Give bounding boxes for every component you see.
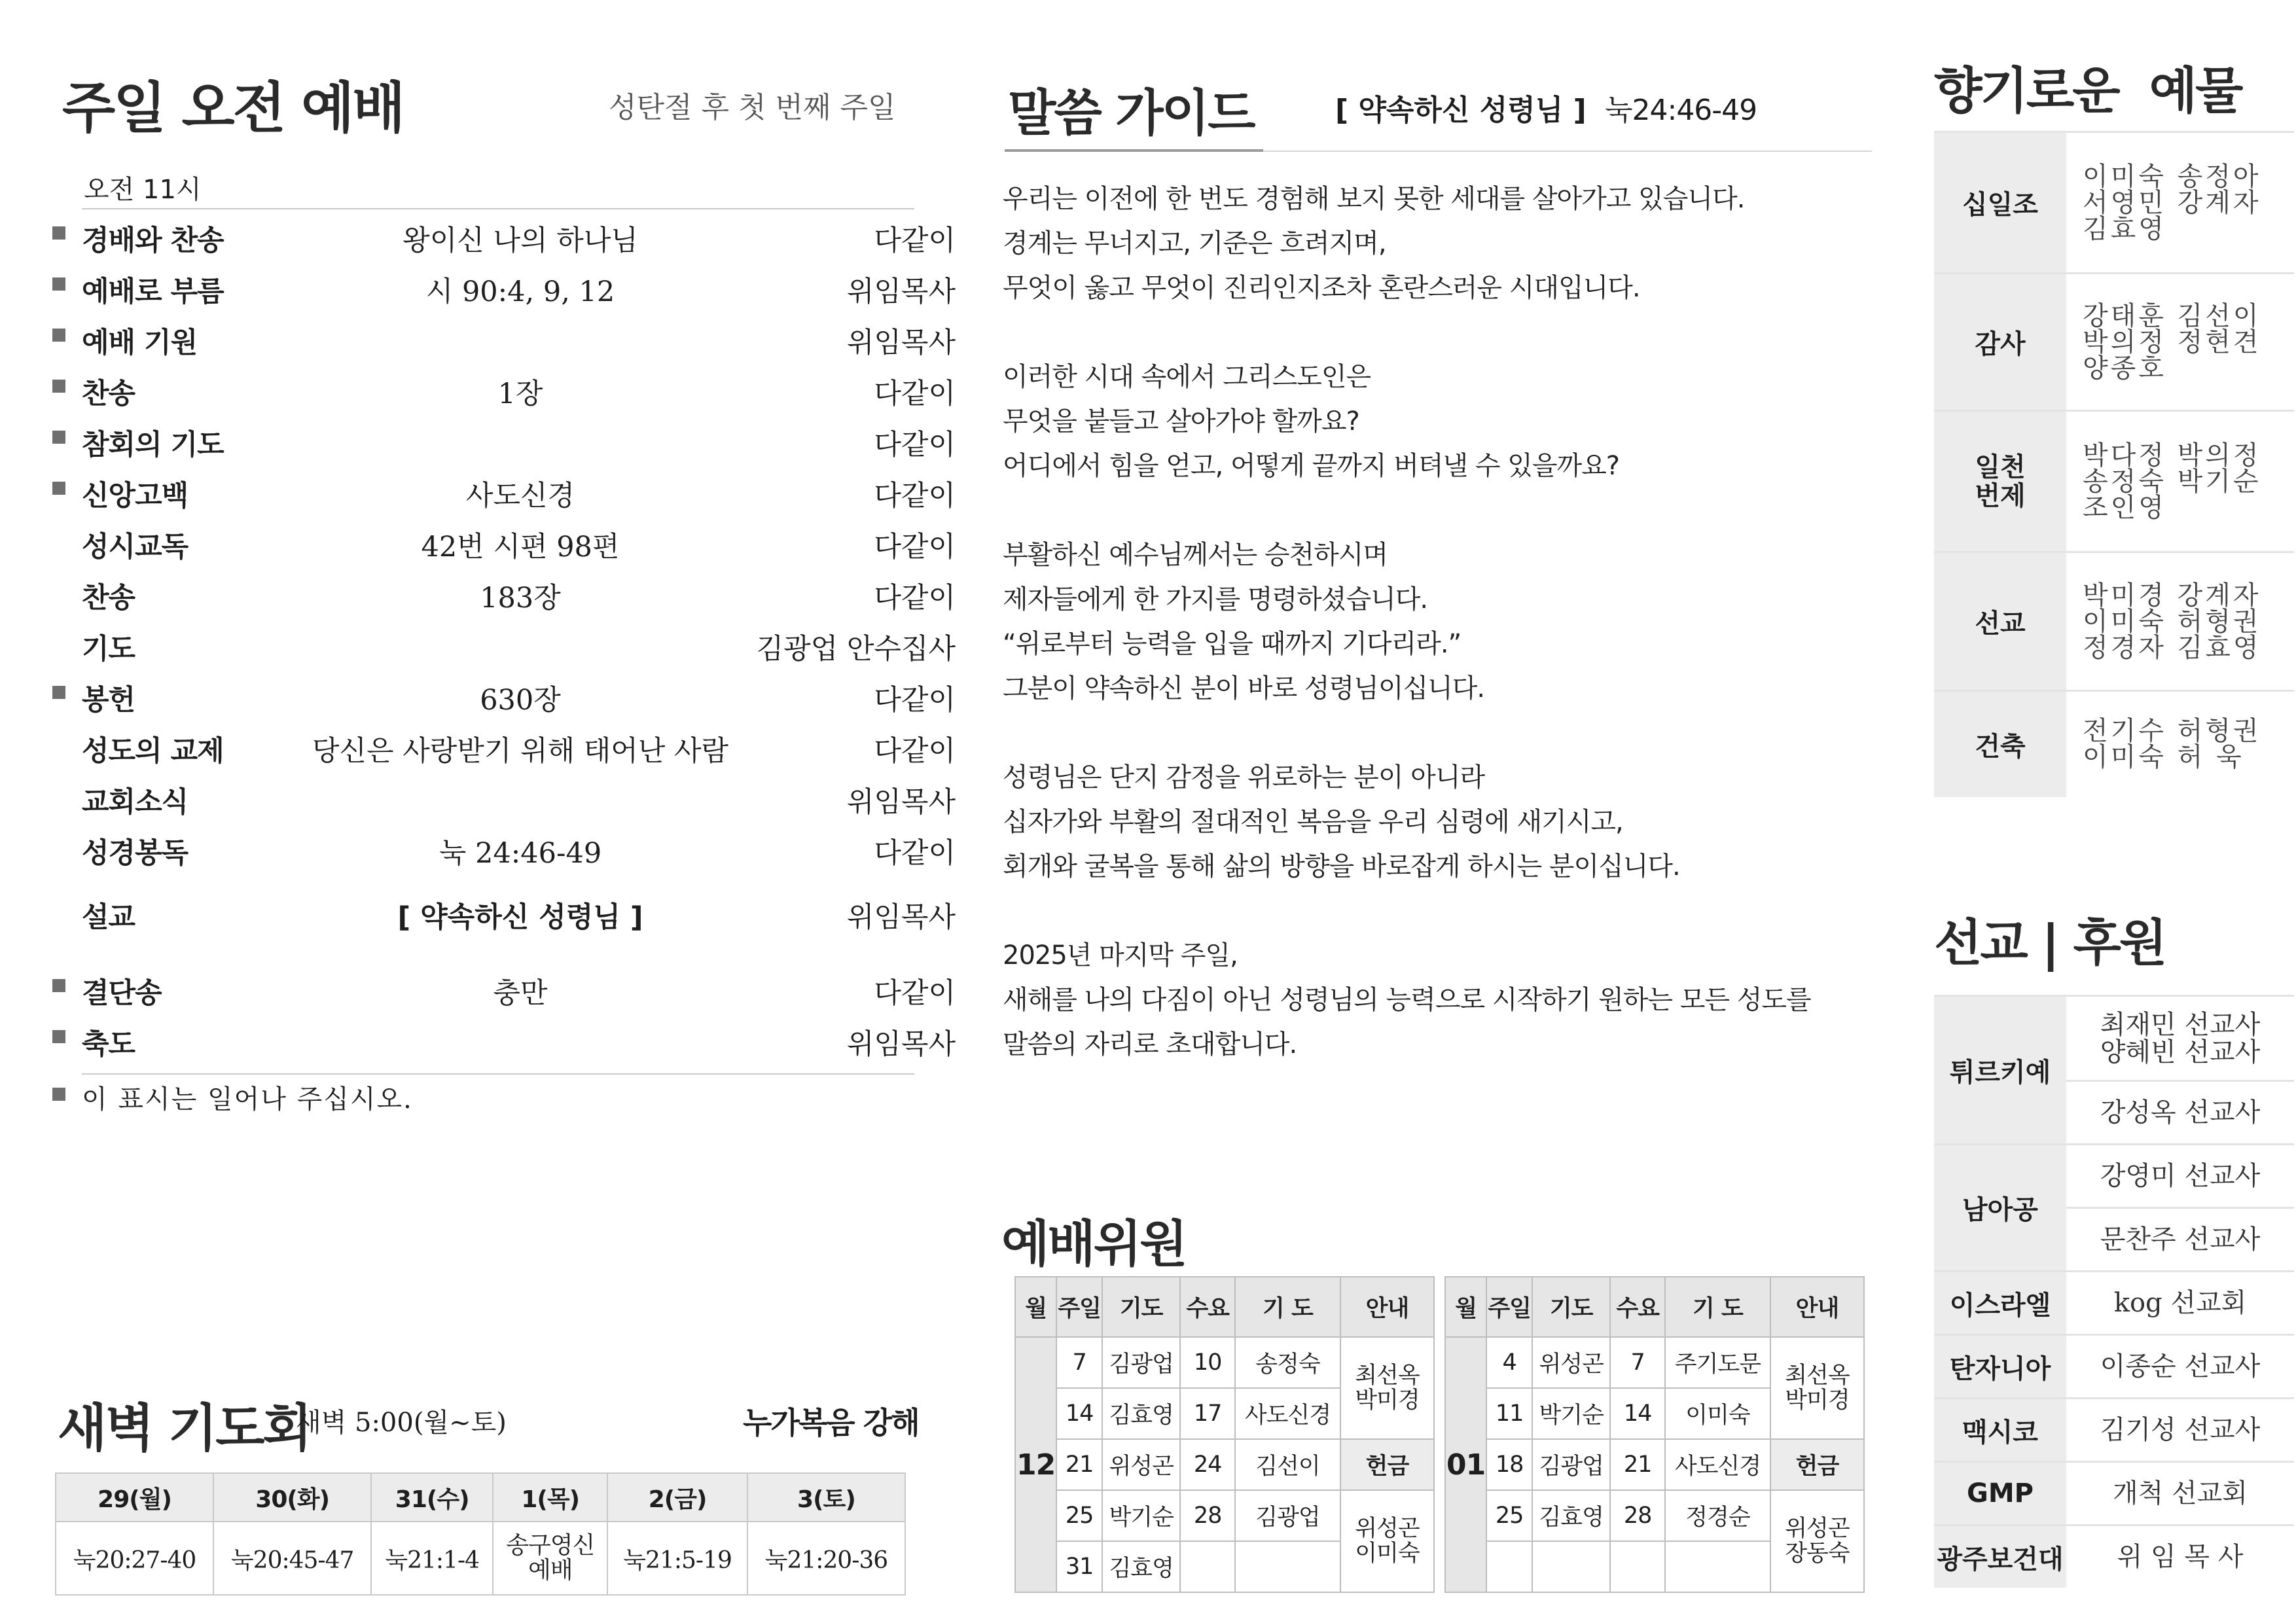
- dawn-day: 2(금): [607, 1473, 747, 1522]
- staff-offering-label: 헌금: [1770, 1439, 1864, 1490]
- mission-country: GMP: [1934, 1462, 2066, 1525]
- staff-wednesday: 24: [1180, 1439, 1235, 1490]
- dawn-day: 1(목): [493, 1473, 607, 1522]
- order-row-prayer: 기도 김광업 안수집사: [82, 633, 956, 666]
- guide-paragraph-line: 무엇을 붙들고 살아가야 할까요?: [1003, 406, 1359, 437]
- staff-sunday: 21: [1056, 1439, 1102, 1490]
- order-row-commitment-song: 결단송 충만 다같이: [52, 962, 956, 1013]
- mission-country: 튀르키예: [1934, 996, 2066, 1145]
- dawn-schedule-table: [55, 1472, 906, 1596]
- guide-title: 말씀 가이드: [1008, 84, 1254, 142]
- staff-wed-prayer: 김선이: [1235, 1439, 1340, 1490]
- guide-paragraph-line: 부활하신 예수님께서는 승천하시며: [1003, 540, 1388, 570]
- guide-paragraph-line: 2025년 마지막 주일,: [1003, 940, 1238, 971]
- staff-sunday: [1486, 1541, 1532, 1592]
- stand-marker: [52, 979, 65, 992]
- stand-marker: [52, 482, 65, 495]
- stand-marker: [52, 226, 65, 240]
- order-row-hymn-2: 찬송 183장 다같이: [82, 582, 956, 615]
- worship-time: 오전 11시: [84, 175, 202, 205]
- guide-paragraph-line: 우리는 이전에 한 번도 경험해 보지 못한 세대를 살아가고 있습니다.: [1003, 184, 1745, 214]
- stand-marker: [52, 686, 65, 699]
- offering-category: 건축: [1934, 691, 2066, 797]
- offering-title: 향기로운 예물: [1934, 62, 2242, 120]
- staff-sunday: 18: [1486, 1439, 1532, 1490]
- staff-wednesday: 28: [1610, 1490, 1665, 1541]
- order-row-scripture: 성경봉독 눅 24:46-49 다같이: [82, 837, 956, 870]
- stand-marker: [52, 431, 65, 444]
- staff-header: 수요: [1180, 1277, 1235, 1337]
- worship-order: [52, 209, 956, 1073]
- staff-offering-team: 위성곤 장동숙: [1770, 1490, 1864, 1592]
- stand-marker: [52, 277, 65, 291]
- staff-sunday: 14: [1056, 1388, 1102, 1439]
- staff-guide: 최선옥 박미경: [1770, 1337, 1864, 1439]
- staff-wed-prayer: 송정숙: [1235, 1337, 1340, 1388]
- order-row-invocation: 예배 기원 위임목사: [52, 312, 956, 363]
- staff-guide: 최선옥 박미경: [1340, 1337, 1434, 1439]
- staff-table-december: [1014, 1276, 1435, 1593]
- staff-header: 기도: [1532, 1277, 1610, 1337]
- offering-category: 일천 번제: [1934, 411, 2066, 552]
- staff-prayer: 김효영: [1532, 1490, 1610, 1541]
- guide-paragraph-line: 회개와 굴복을 통해 삶의 방향을 바로잡게 하시는 분이십니다.: [1003, 851, 1680, 882]
- guide-paragraph-line: 말씀의 자리로 초대합니다.: [1003, 1029, 1297, 1060]
- worship-title: 주일 오전 예배: [62, 76, 404, 140]
- order-row-announcements: 교회소식 위임목사: [82, 786, 956, 819]
- staff-table-january: [1444, 1276, 1865, 1593]
- staff-offering-team: 위성곤 이미숙: [1340, 1490, 1434, 1592]
- staff-prayer: [1532, 1541, 1610, 1592]
- guide-paragraph-line: 그분이 약속하신 분이 바로 성령님이십니다.: [1003, 673, 1485, 704]
- dawn-day: 31(수): [371, 1473, 493, 1522]
- staff-wed-prayer: 정경순: [1665, 1490, 1770, 1541]
- mission-title: 선교 | 후원: [1934, 914, 2166, 972]
- worship-subtitle: 성탄절 후 첫 번째 주일: [609, 91, 896, 124]
- mission-country: 맥시코: [1934, 1399, 2066, 1462]
- staff-wednesday: [1610, 1541, 1665, 1592]
- staff-header: 월: [1015, 1277, 1056, 1337]
- mission-entry: 이종순 선교사: [2066, 1335, 2294, 1399]
- offering-names: 강태훈 김선이 박의정 정현견 양종호: [2066, 274, 2294, 411]
- staff-wed-prayer: [1235, 1541, 1340, 1592]
- offering-names: 박미경 강계자 이미숙 허형권 정경자 김효영: [2066, 552, 2294, 691]
- guide-paragraph-line: 이러한 시대 속에서 그리스도인은: [1003, 362, 1371, 392]
- staff-prayer: 위성곤: [1532, 1337, 1610, 1388]
- staff-prayer: 박기순: [1532, 1388, 1610, 1439]
- staff-wednesday: 14: [1610, 1388, 1665, 1439]
- mission-country: 이스라엘: [1934, 1272, 2066, 1335]
- dawn-title: 새벽 기도회: [58, 1399, 310, 1458]
- stand-marker: [52, 380, 65, 393]
- divider: [82, 1073, 914, 1075]
- dawn-reading: 송구영신 예배: [493, 1522, 607, 1595]
- dawn-reading: 눅21:5-19: [607, 1522, 747, 1595]
- mission-table: [1934, 995, 2294, 1588]
- guide-paragraph-line: 성령님은 단지 감정을 위로하는 분이 아니라: [1003, 762, 1485, 793]
- dawn-day: 3(토): [747, 1473, 905, 1522]
- stand-note: 이 표시는 일어나 주십시오.: [82, 1084, 413, 1115]
- mission-entry: kog 선교회: [2066, 1272, 2294, 1335]
- mission-entry: 최재민 선교사 양혜빈 선교사: [2066, 996, 2294, 1081]
- order-row-creed: 신앙고백 사도신경 다같이: [52, 465, 956, 516]
- staff-wed-prayer: [1665, 1541, 1770, 1592]
- order-row-benediction: 축도 위임목사: [52, 1013, 956, 1064]
- dawn-reading: 눅20:27-40: [56, 1522, 213, 1595]
- order-row-call-to-worship: 예배로 부름 시 90:4, 9, 12 위임목사: [52, 260, 956, 312]
- stand-marker: [52, 329, 65, 342]
- mission-entry: 위 임 목 사: [2066, 1525, 2294, 1588]
- staff-prayer: 김광업: [1532, 1439, 1610, 1490]
- order-row-hymn-1: 찬송 1장 다같이: [52, 363, 956, 414]
- guide-paragraph-line: 어디에서 힘을 얻고, 어떻게 끝까지 버텨낼 수 있을까요?: [1003, 451, 1620, 481]
- staff-offering-label: 헌금: [1340, 1439, 1434, 1490]
- staff-header: 주일: [1056, 1277, 1102, 1337]
- dawn-reading: 눅21:1-4: [371, 1522, 493, 1595]
- staff-wednesday: [1180, 1541, 1235, 1592]
- staff-header: 안내: [1340, 1277, 1434, 1337]
- dawn-time: 새벽 5:00(월~토): [296, 1408, 507, 1438]
- staff-wednesday: 17: [1180, 1388, 1235, 1439]
- staff-prayer: 김광업: [1102, 1337, 1180, 1388]
- guide-paragraph-line: 십자가와 부활의 절대적인 복음을 우리 심령에 새기시고,: [1003, 807, 1623, 837]
- divider-accent: [1005, 149, 1263, 152]
- staff-prayer: 김효영: [1102, 1388, 1180, 1439]
- order-row-fellowship: 성도의 교제 당신은 사랑받기 위해 태어난 사람 다같이: [82, 735, 956, 768]
- order-row-responsive-reading: 성시교독 42번 시편 98편 다같이: [82, 531, 956, 563]
- mission-entry: 문찬주 선교사: [2066, 1208, 2294, 1272]
- staff-sunday: 11: [1486, 1388, 1532, 1439]
- staff-header: 주일: [1486, 1277, 1532, 1337]
- order-row-sermon: 설교 [ 약속하신 성령님 ] 위임목사: [82, 901, 956, 934]
- staff-sunday: 25: [1056, 1490, 1102, 1541]
- stand-marker: [52, 1030, 65, 1043]
- order-row-praise: 경배와 찬송 왕이신 나의 하나님 다같이: [52, 209, 956, 260]
- staff-wednesday: 7: [1610, 1337, 1665, 1388]
- guide-paragraph-line: “위로부터 능력을 입을 때까지 기다리라.”: [1003, 629, 1462, 659]
- mission-entry: 김기성 선교사: [2066, 1399, 2294, 1462]
- staff-header: 안내: [1770, 1277, 1864, 1337]
- staff-wed-prayer: 사도신경: [1235, 1388, 1340, 1439]
- order-row-confession: 참회의 기도 다같이: [52, 414, 956, 465]
- guide-sermon-title: [ 약속하신 성령님 ]: [1335, 94, 1587, 127]
- offering-category: 감사: [1934, 274, 2066, 411]
- dawn-reading: 눅20:45-47: [213, 1522, 371, 1595]
- guide-paragraph-line: 새해를 나의 다짐이 아닌 성령님의 능력으로 시작하기 원하는 모든 성도를: [1003, 985, 1811, 1015]
- staff-prayer: 김효영: [1102, 1541, 1180, 1592]
- staff-month: 01: [1445, 1337, 1486, 1592]
- guide-paragraph-line: 경계는 무너지고, 기준은 흐려지며,: [1003, 228, 1386, 259]
- staff-header: 기 도: [1665, 1277, 1770, 1337]
- staff-wednesday: 10: [1180, 1337, 1235, 1388]
- offering-names: 이미숙 송정아 서영민 강계자 김효영: [2066, 132, 2294, 274]
- staff-wednesday: 28: [1180, 1490, 1235, 1541]
- staff-wed-prayer: 주기도문: [1665, 1337, 1770, 1388]
- staff-wed-prayer: 사도신경: [1665, 1439, 1770, 1490]
- mission-country: 광주보건대: [1934, 1525, 2066, 1588]
- mission-entry: 강영미 선교사: [2066, 1145, 2294, 1208]
- mission-country: 남아공: [1934, 1145, 2066, 1272]
- guide-paragraph-line: 무엇이 옳고 무엇이 진리인지조차 혼란스러운 시대입니다.: [1003, 273, 1640, 303]
- staff-month: 12: [1015, 1337, 1056, 1592]
- staff-header: 기도: [1102, 1277, 1180, 1337]
- stand-marker: [52, 1088, 65, 1101]
- guide-paragraph-line: 제자들에게 한 가지를 명령하셨습니다.: [1003, 584, 1428, 615]
- staff-wednesday: 21: [1610, 1439, 1665, 1490]
- offering-table: [1934, 131, 2294, 797]
- staff-wed-prayer: 이미숙: [1665, 1388, 1770, 1439]
- mission-entry: 강성옥 선교사: [2066, 1081, 2294, 1145]
- dawn-day: 29(월): [56, 1473, 213, 1522]
- staff-prayer: 박기순: [1102, 1490, 1180, 1541]
- staff-title: 예배위원: [1001, 1215, 1186, 1273]
- order-row-offering: 봉헌 630장 다같이: [52, 669, 956, 720]
- offering-category: 선교: [1934, 552, 2066, 691]
- staff-sunday: 7: [1056, 1337, 1102, 1388]
- staff-wed-prayer: 김광업: [1235, 1490, 1340, 1541]
- offering-names: 박다정 박의정 송정숙 박기순 조인영: [2066, 411, 2294, 552]
- dawn-reading: 눅21:20-36: [747, 1522, 905, 1595]
- staff-prayer: 위성곤: [1102, 1439, 1180, 1490]
- staff-sunday: 25: [1486, 1490, 1532, 1541]
- dawn-series: 누가복음 강해: [743, 1405, 919, 1440]
- staff-header: 수요: [1610, 1277, 1665, 1337]
- staff-header: 월: [1445, 1277, 1486, 1337]
- offering-category: 십일조: [1934, 132, 2066, 274]
- staff-header: 기 도: [1235, 1277, 1340, 1337]
- mission-country: 탄자니아: [1934, 1335, 2066, 1399]
- staff-sunday: 4: [1486, 1337, 1532, 1388]
- dawn-day: 30(화): [213, 1473, 371, 1522]
- staff-sunday: 31: [1056, 1541, 1102, 1592]
- mission-entry: 개척 선교회: [2066, 1462, 2294, 1525]
- offering-names: 전기수 허형권 이미숙 허 욱: [2066, 691, 2294, 797]
- guide-passage: 눅24:46-49: [1605, 94, 1757, 127]
